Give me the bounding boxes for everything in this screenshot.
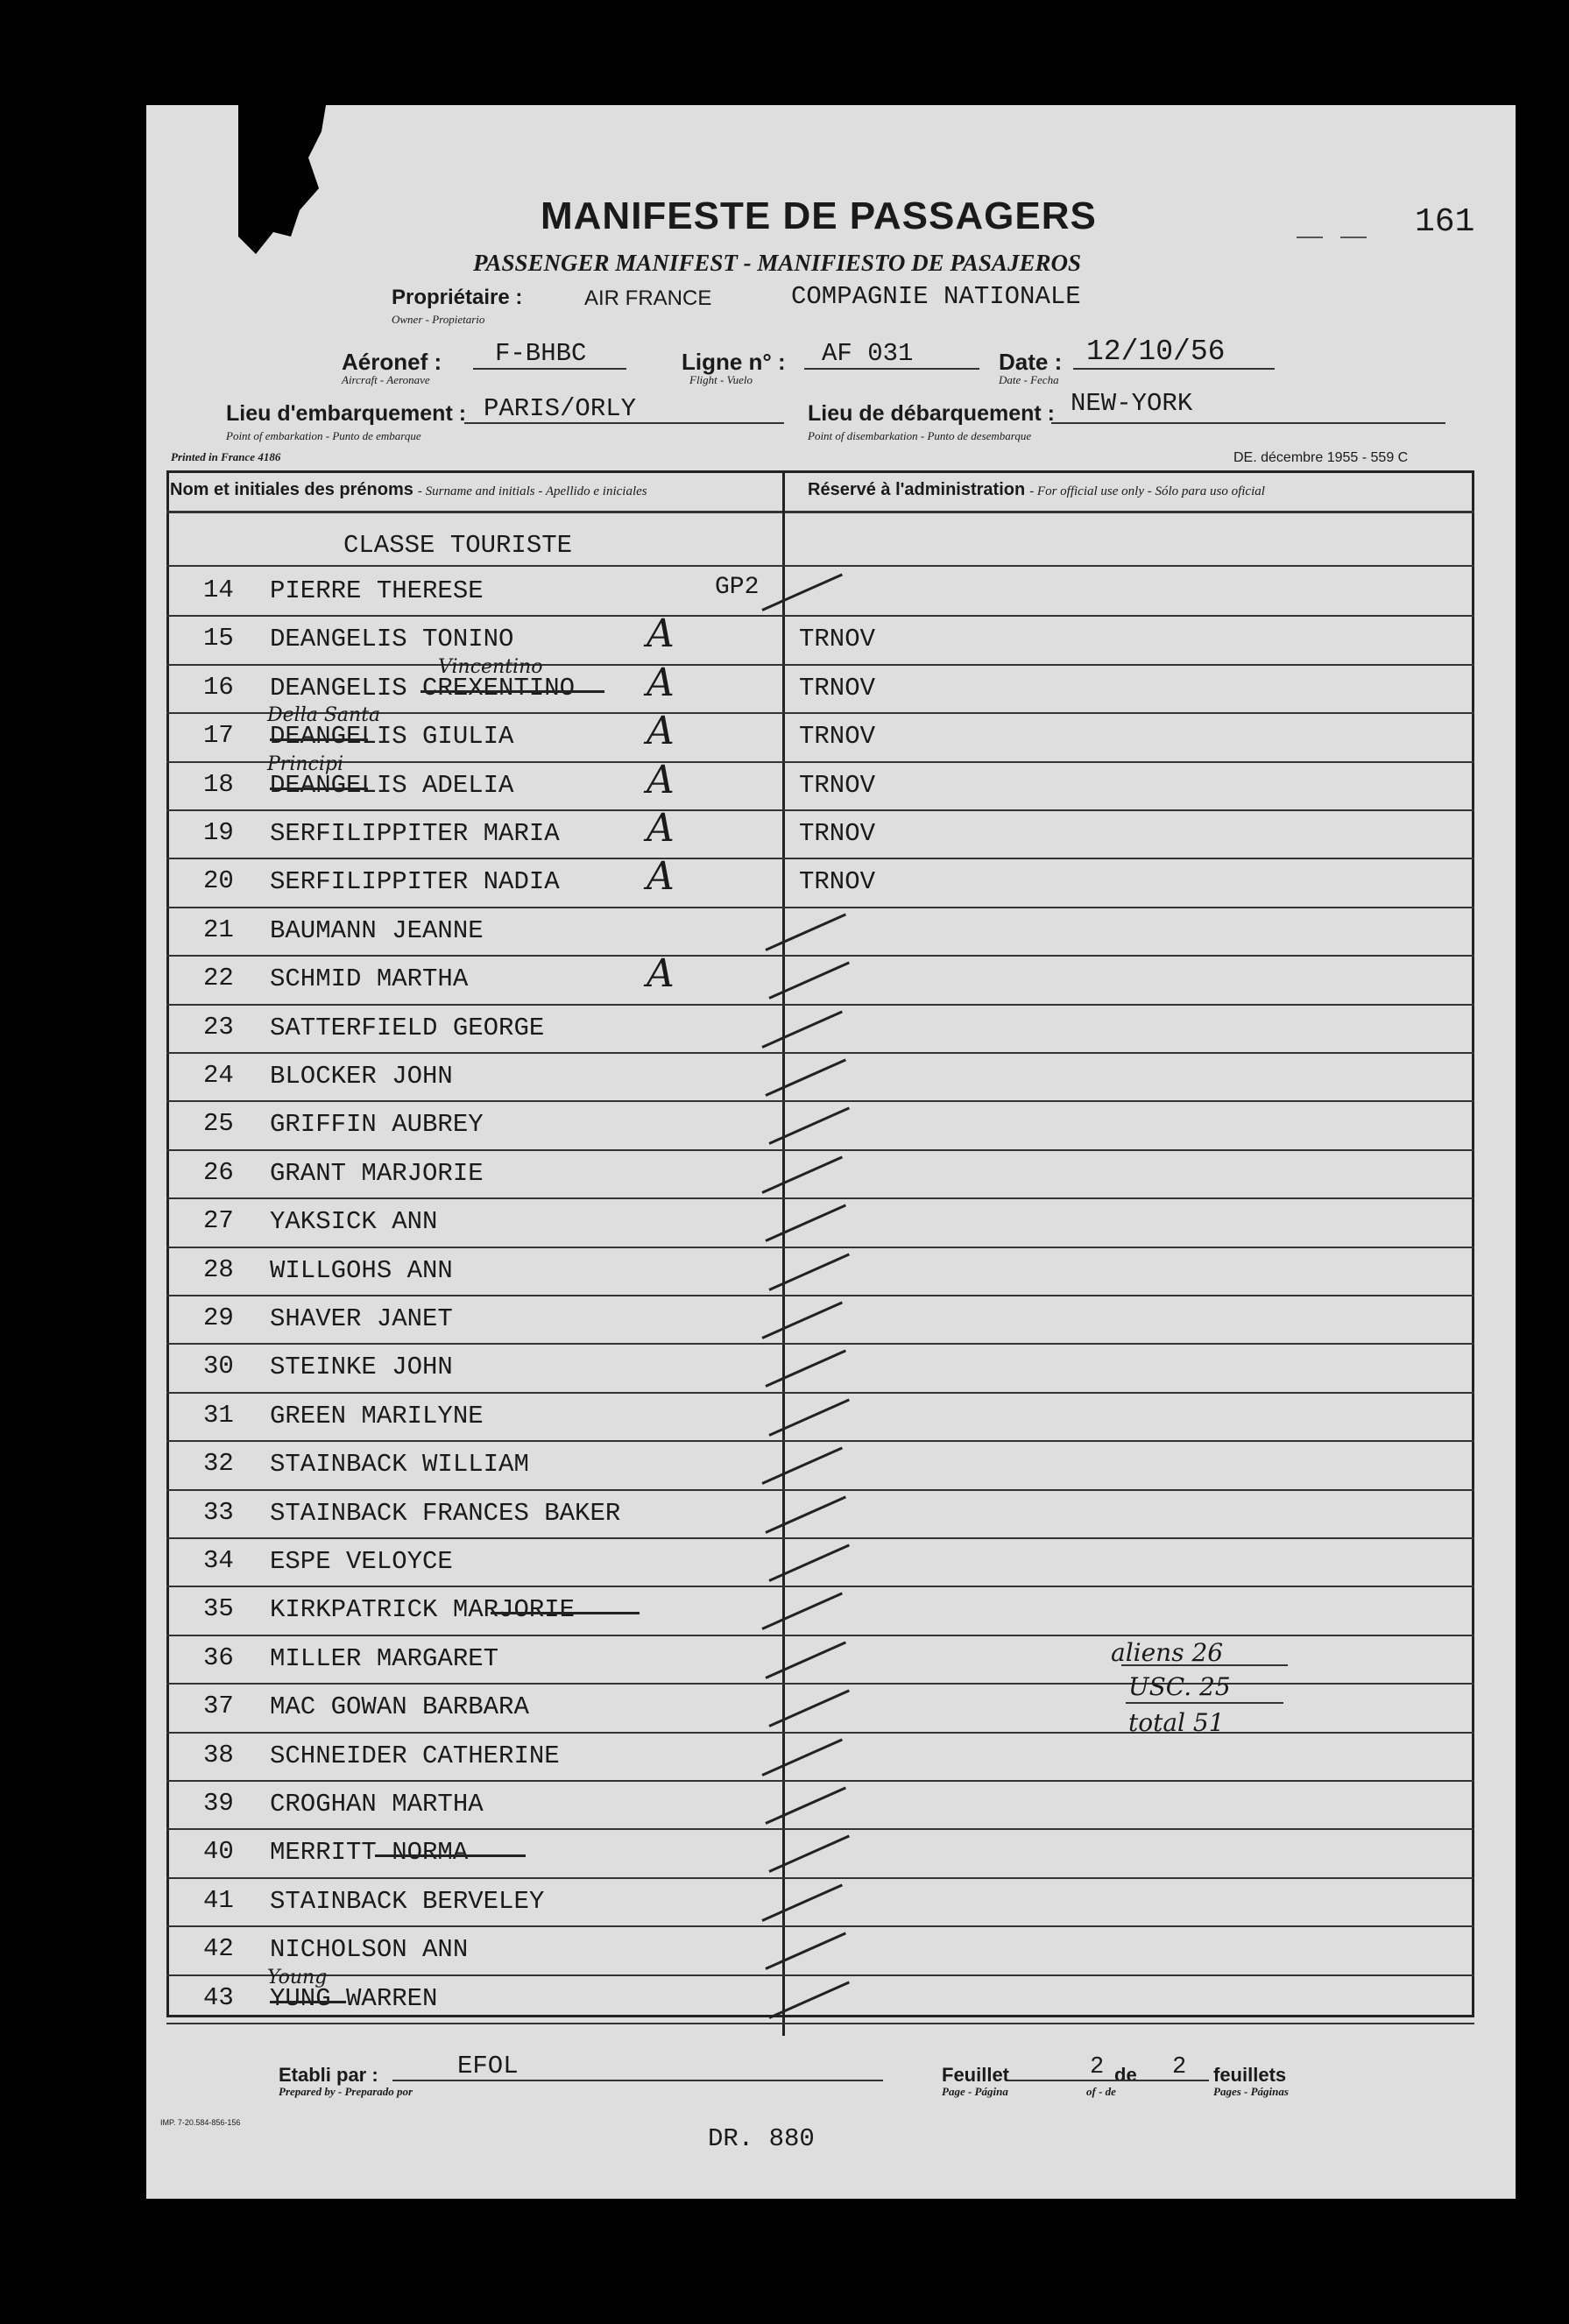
handwritten-correction: Principi (267, 752, 344, 775)
row-number: 37 (203, 1692, 234, 1721)
row-number: 42 (203, 1934, 234, 1964)
row-number: 19 (203, 818, 234, 847)
admin-code: TRNOV (799, 770, 876, 800)
row-rule (166, 1683, 1474, 1685)
row-number: 41 (203, 1885, 234, 1915)
passenger-name: KIRKPATRICK MARJORIE (270, 1595, 576, 1625)
admin-code: TRNOV (799, 867, 876, 897)
admin-code: TRNOV (799, 722, 876, 752)
alien-mark: A (647, 660, 675, 705)
passenger-name: PIERRE THERESE (270, 576, 484, 605)
row-number: 34 (203, 1546, 234, 1575)
row-rule (166, 664, 1474, 666)
group-code: GP2 (715, 574, 760, 601)
alien-mark: A (647, 854, 675, 900)
passenger-name: DEANGELIS ADELIA (270, 770, 514, 800)
page-label: Feuillet (942, 2064, 1010, 2086)
passenger-name: MERRITT NORMA (270, 1838, 469, 1868)
prepared-value: EFOL (457, 2052, 519, 2080)
row-number: 27 (203, 1206, 234, 1236)
row-number: 40 (203, 1837, 234, 1867)
row-rule (166, 1877, 1474, 1879)
passenger-name: MAC GOWAN BARBARA (270, 1692, 529, 1722)
row-number: 18 (203, 769, 234, 799)
disembarkation-value: NEW-YORK (1071, 389, 1193, 418)
owner-typed-value: COMPAGNIE NATIONALE (791, 282, 1081, 311)
row-number: 38 (203, 1740, 234, 1769)
stamp: DR. 880 (708, 2124, 815, 2153)
page-title: MANIFESTE DE PASSAGERS (541, 194, 1097, 237)
alien-mark: A (647, 951, 675, 997)
row-rule (166, 1052, 1474, 1054)
dash-mark (1297, 237, 1323, 238)
row-number: 25 (203, 1109, 234, 1139)
passenger-name: GRIFFIN AUBREY (270, 1110, 484, 1140)
page-subtitle: PASSENGER MANIFEST - MANIFIESTO DE PASAJEROS (473, 250, 1081, 276)
alien-mark: A (647, 611, 675, 657)
flight-label: Ligne n° : (682, 349, 786, 375)
row-number: 28 (203, 1254, 234, 1284)
row-rule (166, 1925, 1474, 1927)
passenger-name: STAINBACK BERVELEY (270, 1886, 545, 1916)
disembarkation-label: Lieu de débarquement : (808, 401, 1055, 426)
handwritten-correction: Young (267, 1966, 328, 1988)
passenger-name: SATTERFIELD GEORGE (270, 1013, 545, 1042)
row-rule (166, 809, 1474, 811)
row-rule (166, 1537, 1474, 1539)
row-rule (166, 2023, 1474, 2024)
prepared-sublabel: Prepared by - Preparado por (279, 2085, 413, 2098)
row-rule (166, 1100, 1474, 1102)
flight-value: AF 031 (822, 339, 914, 368)
passenger-name: ESPE VELOYCE (270, 1547, 453, 1576)
passenger-name: CROGHAN MARTHA (270, 1790, 484, 1819)
tally-aliens: aliens 26 (1111, 1638, 1224, 1667)
row-rule (166, 1635, 1474, 1636)
passenger-name: SERFILIPPITER NADIA (270, 867, 560, 897)
row-number: 32 (203, 1449, 234, 1479)
row-number: 26 (203, 1157, 234, 1187)
row-rule (166, 907, 1474, 908)
date-value: 12/10/56 (1086, 336, 1226, 368)
passenger-name: YUNG WARREN (270, 1983, 438, 2013)
alien-mark: A (647, 757, 675, 802)
strikethrough (491, 1612, 640, 1614)
strikethrough (270, 2001, 346, 2003)
row-rule (166, 1004, 1474, 1006)
row-number: 23 (203, 1012, 234, 1042)
embarkation-sublabel: Point of embarkation - Punto de embarque (226, 429, 421, 442)
row-rule (166, 1828, 1474, 1830)
owner-label: Propriétaire : (392, 286, 523, 309)
row-rule (166, 1392, 1474, 1394)
passenger-name: STEINKE JOHN (270, 1353, 453, 1382)
row-rule (166, 761, 1474, 763)
passenger-name: SERFILIPPITER MARIA (270, 819, 560, 848)
row-number: 43 (203, 1982, 234, 2012)
of-label: de (1114, 2064, 1137, 2086)
row-rule (166, 1974, 1474, 1976)
passenger-name: NICHOLSON ANN (270, 1935, 469, 1965)
dash-mark (1340, 237, 1367, 238)
admin-code: TRNOV (799, 673, 876, 703)
passenger-name: MILLER MARGARET (270, 1643, 499, 1673)
embarkation-value: PARIS/ORLY (484, 394, 637, 423)
page-number: 161 (1415, 203, 1475, 241)
tally-usc: USC. 25 (1128, 1672, 1231, 1701)
alien-mark: A (647, 806, 675, 851)
date-sublabel: Date - Fecha (999, 373, 1059, 386)
row-number: 33 (203, 1497, 234, 1527)
page-value: 2 (1090, 2054, 1105, 2080)
row-rule (166, 1197, 1474, 1199)
row-rule (166, 1780, 1474, 1782)
row-number: 39 (203, 1789, 234, 1818)
aircraft-value: F-BHBC (495, 339, 587, 368)
alien-mark: A (647, 709, 675, 754)
passenger-name: BAUMANN JEANNE (270, 915, 484, 945)
row-number: 22 (203, 964, 234, 993)
aircraft-label: Aéronef : (342, 349, 442, 375)
passenger-name: DEANGELIS GIULIA (270, 722, 514, 752)
embarkation-label: Lieu d'embarquement : (226, 401, 467, 426)
corner-mark: IMP. 7-20.584-856-156 (160, 2118, 241, 2127)
passenger-name: STAINBACK FRANCES BAKER (270, 1498, 621, 1528)
row-rule (166, 1247, 1474, 1248)
owner-sublabel: Owner - Propietario (392, 313, 485, 326)
manifest-table (166, 470, 1474, 2017)
torn-corner (238, 105, 326, 254)
handwritten-correction: Della Santa (267, 704, 381, 727)
strikethrough (270, 738, 368, 741)
owner-printed-value: AIR FRANCE (584, 286, 712, 310)
of-value: 2 (1172, 2054, 1187, 2080)
row-number: 17 (203, 721, 234, 751)
row-number: 30 (203, 1352, 234, 1381)
printed-in: Printed in France 4186 (171, 450, 281, 463)
passenger-name: GRANT MARJORIE (270, 1158, 484, 1188)
passenger-name: BLOCKER JOHN (270, 1062, 453, 1091)
row-number: 20 (203, 866, 234, 896)
passenger-name: SCHNEIDER CATHERINE (270, 1741, 560, 1770)
admin-code: TRNOV (799, 625, 876, 654)
row-rule (166, 1440, 1474, 1442)
page-sublabel: Page - Página (942, 2085, 1008, 2098)
row-rule (166, 1489, 1474, 1491)
row-rule (166, 1149, 1474, 1151)
strikethrough (270, 788, 368, 790)
strikethrough (375, 1854, 526, 1857)
row-number: 15 (203, 624, 234, 653)
row-number: 36 (203, 1642, 234, 1672)
row-number: 16 (203, 672, 234, 702)
row-rule (166, 1586, 1474, 1587)
row-number: 21 (203, 915, 234, 944)
class-header: CLASSE TOURISTE (343, 531, 573, 560)
flight-sublabel: Flight - Vuelo (689, 373, 753, 386)
column-header-names: Nom et initiales des prénoms - Surname and initials - Apellido e iniciales (170, 480, 647, 499)
column-header-admin: Réservé à l'administration - For official use only - Sólo para uso oficial (808, 480, 1265, 499)
passenger-name: DEANGELIS TONINO (270, 625, 514, 654)
strikethrough (421, 690, 604, 693)
passenger-name: GREEN MARILYNE (270, 1401, 484, 1430)
row-number: 31 (203, 1400, 234, 1430)
row-rule (166, 955, 1474, 957)
row-rule (166, 1732, 1474, 1734)
row-rule (166, 615, 1474, 617)
disembarkation-sublabel: Point of disembarkation - Punto de desembarque (808, 429, 1032, 442)
passenger-name: WILLGOHS ANN (270, 1255, 453, 1285)
passenger-name: DEANGELIS CREXENTINO (270, 673, 576, 703)
passenger-name: SCHMID MARTHA (270, 964, 469, 994)
row-rule (166, 1295, 1474, 1296)
handwritten-correction: Vincentino (438, 655, 543, 678)
passenger-name: SHAVER JANET (270, 1304, 453, 1333)
row-number: 14 (203, 576, 234, 604)
row-number: 35 (203, 1594, 234, 1624)
admin-code: TRNOV (799, 819, 876, 848)
tally-total: total 51 (1128, 1708, 1225, 1737)
passenger-name: STAINBACK WILLIAM (270, 1450, 529, 1480)
row-rule (166, 1343, 1474, 1345)
aircraft-sublabel: Aircraft - Aeronave (342, 373, 430, 386)
row-number: 29 (203, 1303, 234, 1332)
total-sublabel: Pages - Páginas (1213, 2085, 1289, 2098)
passenger-name: YAKSICK ANN (270, 1207, 438, 1237)
total-label: feuillets (1213, 2064, 1287, 2086)
date-label: Date : (999, 349, 1063, 375)
form-code: DE. décembre 1955 - 559 C (1233, 450, 1409, 465)
row-rule (166, 858, 1474, 859)
prepared-label: Etabli par : (279, 2064, 378, 2086)
of-sublabel: of - de (1086, 2085, 1116, 2098)
row-number: 24 (203, 1061, 234, 1090)
